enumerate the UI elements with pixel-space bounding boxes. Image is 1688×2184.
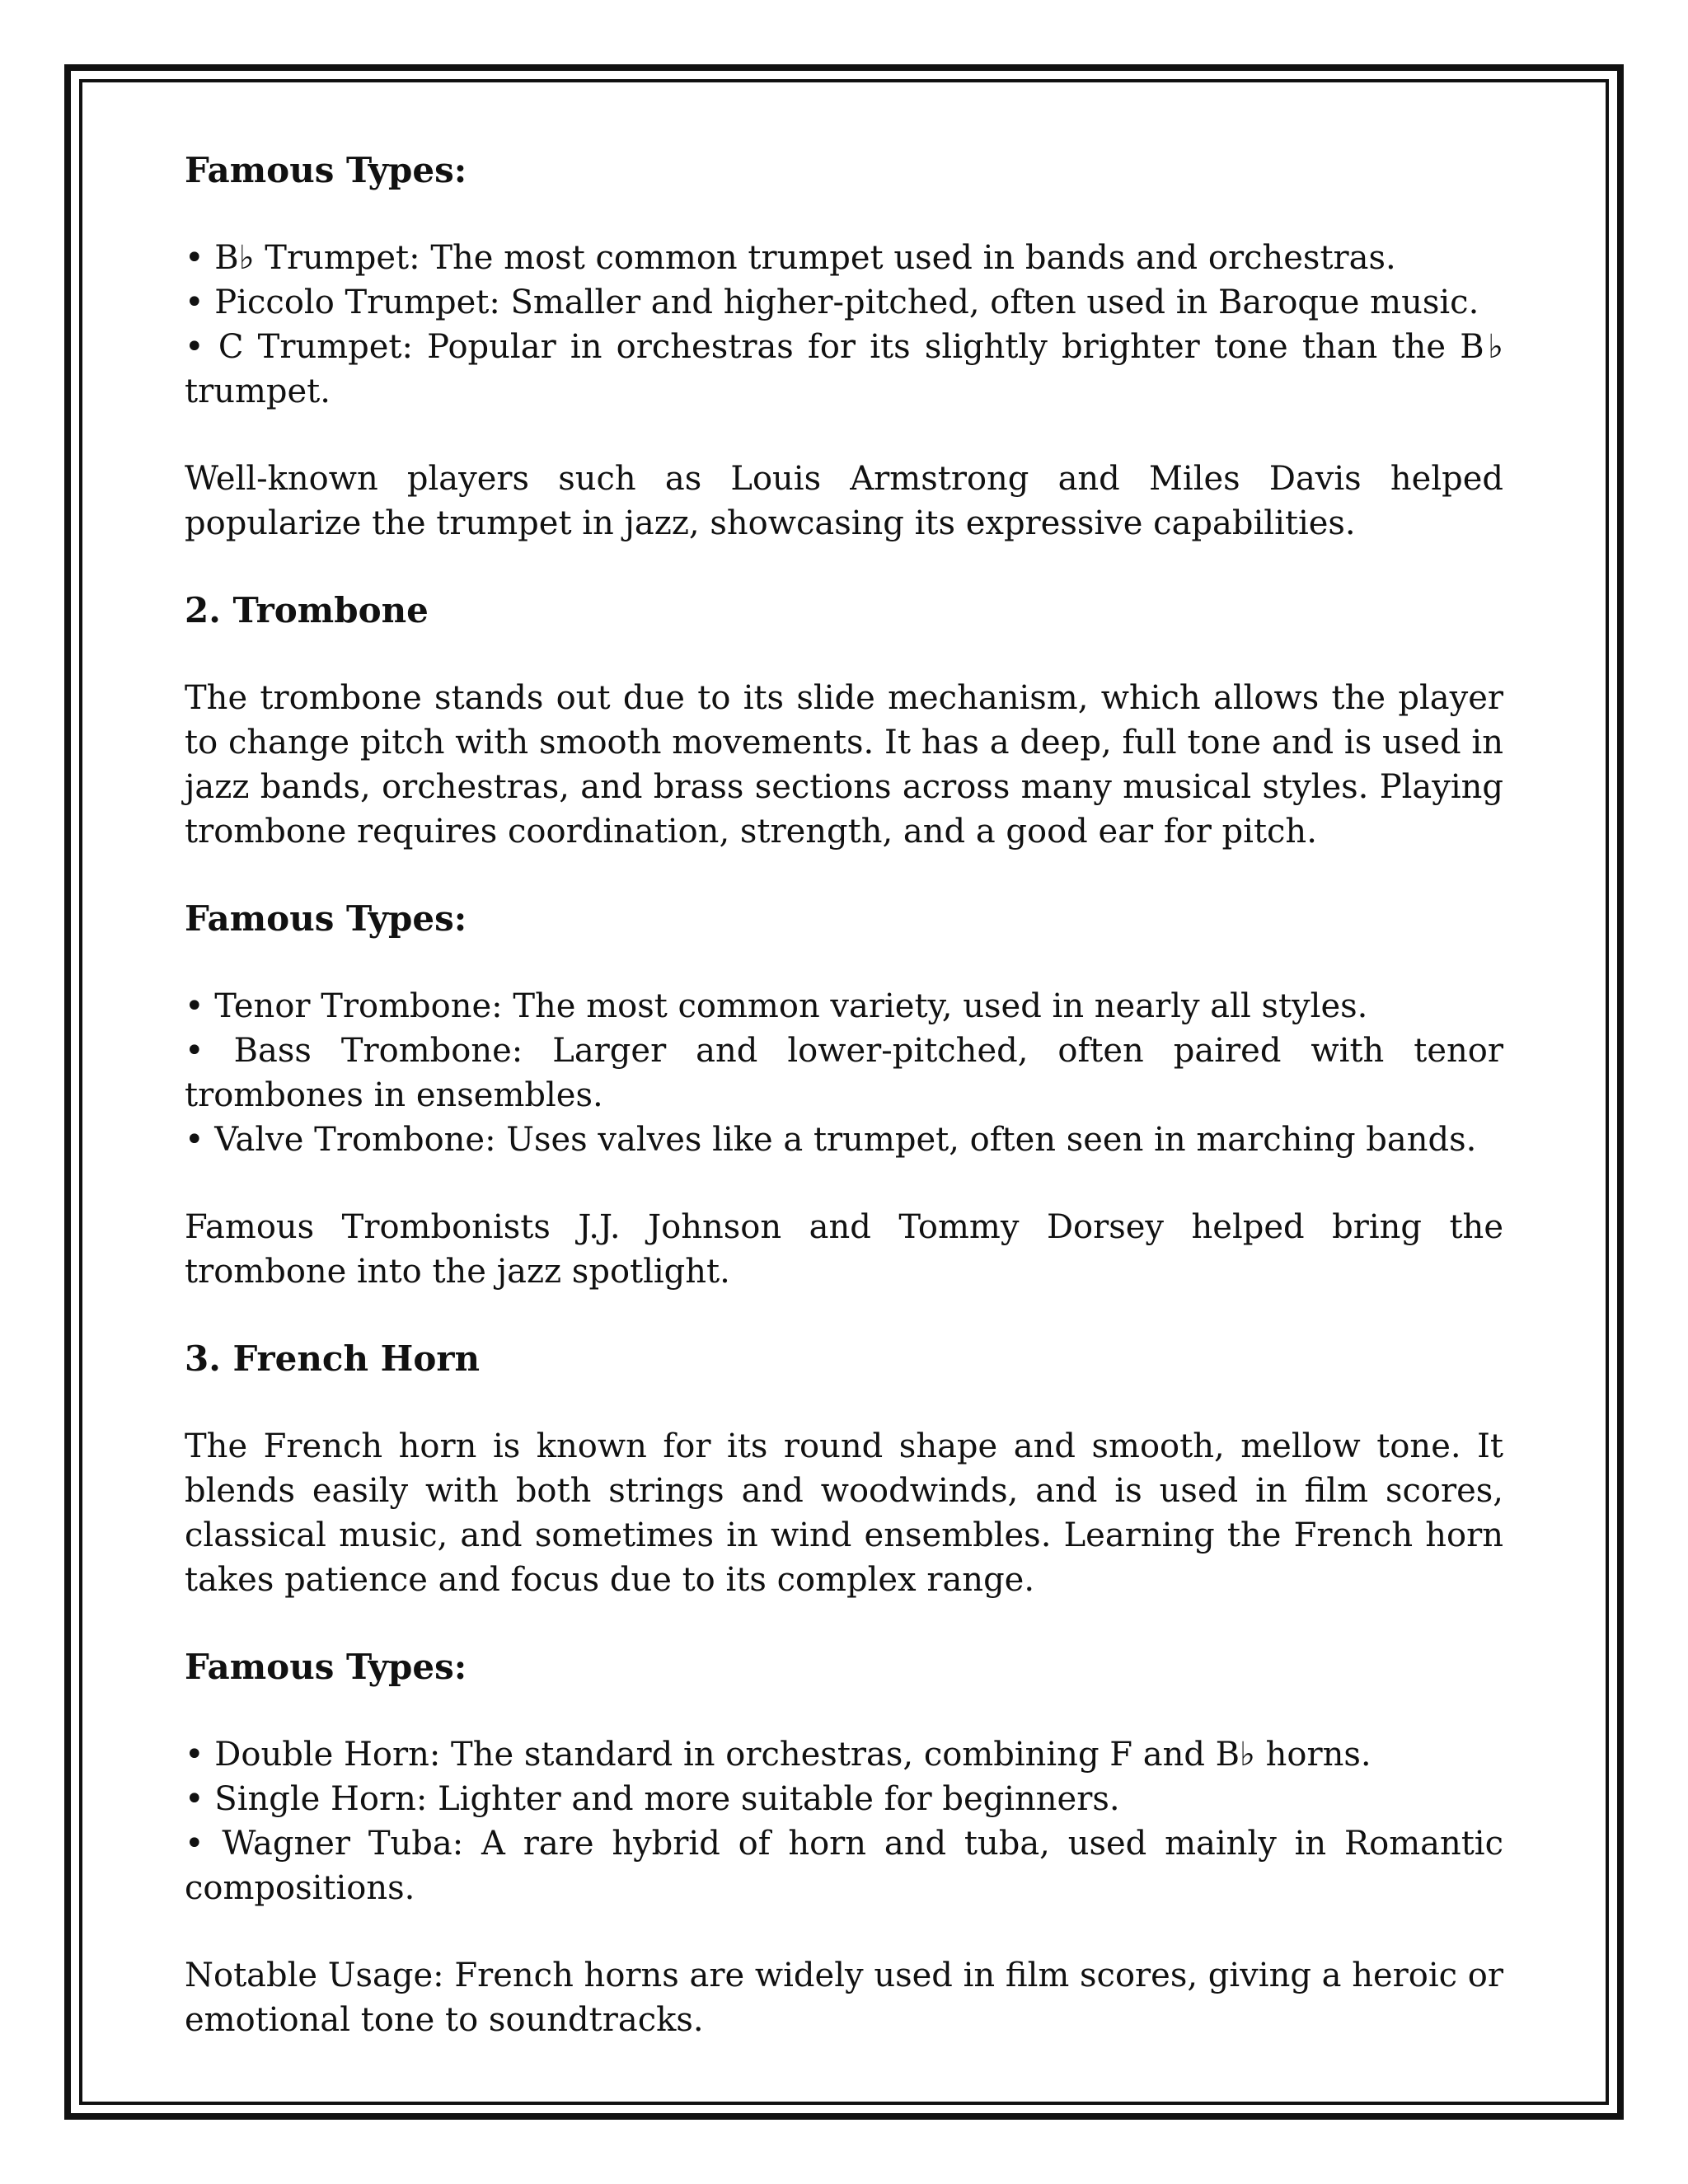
trombonists-paragraph: Famous Trombonists J.J. Johnson and Tommy Dorsey helped bring the trombone into the jazz spotlight. — [185, 1208, 1503, 1291]
section-heading-trombone: 2. Trombone — [185, 590, 429, 630]
french-horn-types-list — [185, 1732, 1503, 1910]
list-item: • Single Horn: Lighter and more suitable for beginners. — [185, 1780, 1120, 1818]
list-item: • Wagner Tuba: A rare hybrid of horn and tuba, used mainly in Romantic compositions. — [185, 1825, 1503, 1907]
list-item: • C Trumpet: Popular in orchestras for its slightly brighter tone than the B♭ trumpet. — [185, 328, 1503, 410]
list-item: • Bass Trombone: Larger and lower-pitched, often paired with tenor trombones in ensembles. — [185, 1032, 1503, 1114]
famous-types-heading-trumpet: Famous Types: — [185, 150, 467, 190]
trombone-types-list — [185, 984, 1503, 1162]
famous-types-heading-french-horn: Famous Types: — [185, 1647, 467, 1687]
list-item: • B♭ Trumpet: The most common trumpet used in bands and orchestras. — [185, 239, 1396, 277]
trumpet-types-list — [185, 236, 1503, 414]
list-item: • Tenor Trombone: The most common variety, used in nearly all styles. — [185, 987, 1368, 1025]
list-item: • Piccolo Trumpet: Smaller and higher-pitched, often used in Baroque music. — [185, 284, 1479, 321]
document-body — [185, 148, 1503, 2085]
notable-usage-paragraph: Notable Usage: French horns are widely used in film scores, giving a heroic or emotional tone to soundtracks. — [185, 1957, 1503, 2039]
trumpet-players-paragraph: Well-known players such as Louis Armstrong and Miles Davis helped popularize the trumpet in jazz, showcasing its expressive capabilities. — [185, 460, 1503, 542]
french-horn-description-paragraph: The French horn is known for its round shape and smooth, mellow tone. It blends easily with both strings and woodwinds, and is used in film scores, classical music, and sometimes in wind ensembles. Learning the French horn takes patience and focus due to its complex range. — [185, 1427, 1503, 1599]
famous-types-heading-trombone: Famous Types: — [185, 898, 467, 939]
section-heading-french-horn: 3. French Horn — [185, 1338, 481, 1379]
list-item: • Valve Trombone: Uses valves like a trumpet, often seen in marching bands. — [185, 1121, 1477, 1159]
trombone-description-paragraph: The trombone stands out due to its slide mechanism, which allows the player to change pitch with smooth movements. It has a deep, full tone and is used in jazz bands, orchestras, and brass sections across many musical styles. Playing trombone requires coordination, strength, and a good ear for pitch. — [185, 679, 1503, 851]
list-item: • Double Horn: The standard in orchestras, combining F and B♭ horns. — [185, 1736, 1372, 1774]
